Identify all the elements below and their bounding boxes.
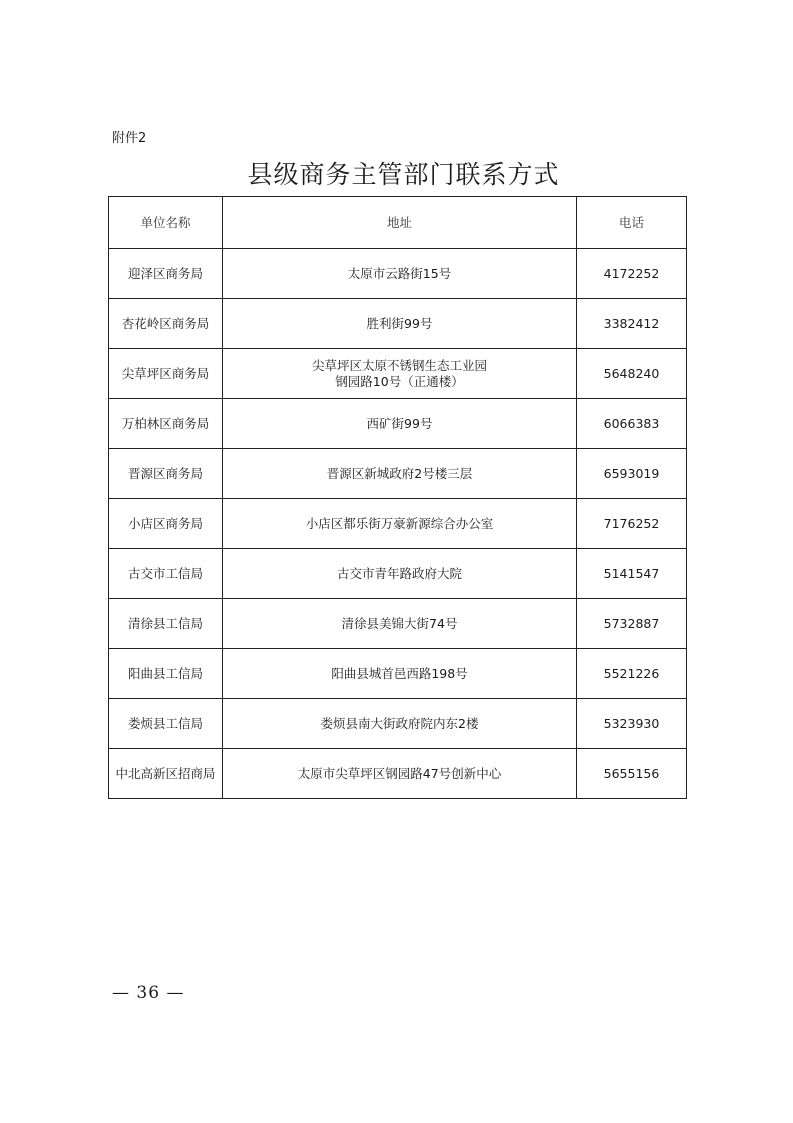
address-cell	[223, 299, 577, 349]
table-row	[109, 449, 687, 499]
table-header-row	[109, 197, 687, 249]
column-header-phone: 电话	[577, 197, 687, 249]
phone-cell: 3382412	[577, 299, 687, 349]
address-cell	[223, 749, 577, 799]
unit-name-cell: 清徐县工信局	[109, 599, 223, 649]
phone-cell: 6066383	[577, 399, 687, 449]
table-row	[109, 649, 687, 699]
address-cell	[223, 349, 577, 399]
address-line: 小店区都乐街万豪新源综合办公室	[305, 515, 494, 531]
table-row	[109, 349, 687, 399]
phone-cell: 4172252	[577, 249, 687, 299]
contact-table	[108, 196, 687, 799]
attachment-label: 附件2	[112, 131, 147, 146]
table-body	[109, 249, 687, 799]
phone-cell: 5648240	[577, 349, 687, 399]
address-line: 太原市尖草坪区钢园路47号创新中心	[297, 765, 502, 781]
page-title: 县级商务主管部门联系方式	[247, 160, 560, 189]
address-line: 娄烦县南大街政府院内东2楼	[320, 715, 479, 731]
unit-name-cell: 晋源区商务局	[109, 449, 223, 499]
table-row	[109, 699, 687, 749]
table-row	[109, 549, 687, 599]
address-line: 胜利街99号	[366, 315, 433, 331]
table-row	[109, 499, 687, 549]
unit-name-cell: 中北高新区招商局	[109, 749, 223, 799]
table-row	[109, 599, 687, 649]
table-row	[109, 299, 687, 349]
phone-cell: 5732887	[577, 599, 687, 649]
table-row	[109, 249, 687, 299]
unit-name-cell: 阳曲县工信局	[109, 649, 223, 699]
unit-name-cell: 小店区商务局	[109, 499, 223, 549]
table-row	[109, 749, 687, 799]
address-cell	[223, 449, 577, 499]
column-header-address: 地址	[223, 197, 577, 249]
address-cell	[223, 599, 577, 649]
address-cell	[223, 549, 577, 599]
address-line: 晋源区新城政府2号楼三层	[326, 465, 473, 481]
address-line: 尖草坪区太原不锈钢生态工业园	[311, 357, 487, 373]
column-header-name: 单位名称	[109, 197, 223, 249]
address-cell	[223, 499, 577, 549]
address-line: 西矿街99号	[366, 415, 433, 431]
address-cell	[223, 399, 577, 449]
address-cell	[223, 699, 577, 749]
address-line: 古交市青年路政府大院	[336, 565, 462, 581]
phone-cell: 6593019	[577, 449, 687, 499]
address-line: 阳曲县城首邑西路198号	[331, 665, 468, 681]
phone-cell: 5323930	[577, 699, 687, 749]
address-cell	[223, 649, 577, 699]
phone-cell: 5655156	[577, 749, 687, 799]
unit-name-cell: 迎泽区商务局	[109, 249, 223, 299]
unit-name-cell: 杏花岭区商务局	[109, 299, 223, 349]
table-row	[109, 399, 687, 449]
unit-name-cell: 万柏林区商务局	[109, 399, 223, 449]
phone-cell: 5521226	[577, 649, 687, 699]
unit-name-cell: 尖草坪区商务局	[109, 349, 223, 399]
address-line: 清徐县美锦大街74号	[341, 615, 458, 631]
address-cell	[223, 249, 577, 299]
phone-cell: 5141547	[577, 549, 687, 599]
page-number: — 36 —	[112, 983, 185, 1003]
phone-cell: 7176252	[577, 499, 687, 549]
address-line: 钢园路10号（正通楼）	[335, 373, 464, 389]
unit-name-cell: 古交市工信局	[109, 549, 223, 599]
unit-name-cell: 娄烦县工信局	[109, 699, 223, 749]
address-line: 太原市云路街15号	[347, 265, 452, 281]
